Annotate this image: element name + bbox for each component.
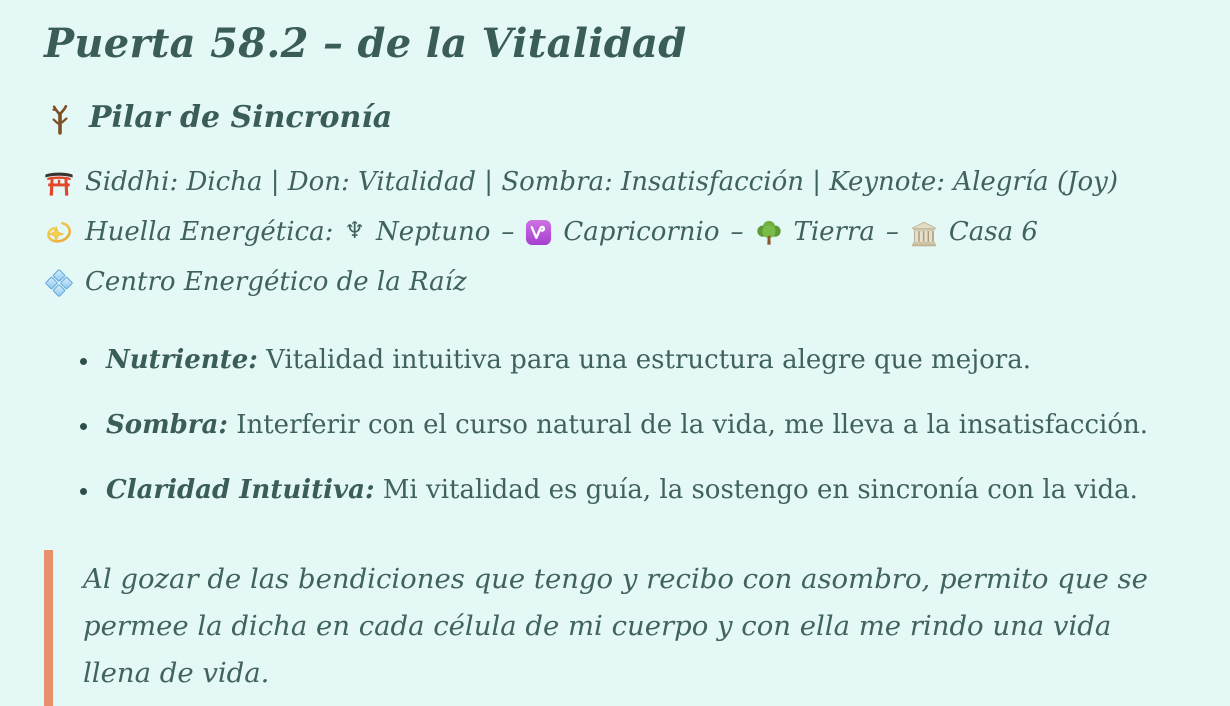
bullet-text: Vitalidad intuitiva para una estructura alegre que mejora. [266, 345, 1031, 376]
list-item-sombra [100, 409, 1186, 443]
separator-dash: – [885, 217, 899, 248]
capricorn-badge-icon [525, 219, 552, 246]
list-item-claridad [100, 474, 1186, 508]
separator-dash: – [501, 217, 515, 248]
planet-name: Neptuno [375, 217, 491, 248]
energy-center-text: Centro Energético de la Raíz [85, 267, 467, 298]
classical-building-icon [910, 219, 938, 247]
keynote-list [44, 344, 1186, 507]
bullet-text: Interferir con el curso natural de la vida, me lleva a la insatisfacción. [236, 410, 1148, 441]
deciduous-tree-icon [755, 219, 783, 247]
house-name: Casa 6 [948, 217, 1038, 248]
blue-diamond-icon [44, 268, 74, 298]
energetic-footprint-line [44, 215, 1186, 250]
bare-tree-icon [44, 101, 76, 135]
torii-gate-icon [44, 168, 74, 198]
affirmation-quote [44, 550, 1168, 706]
bullet-label: Claridad Intuitiva: [106, 474, 375, 505]
separator-dash: – [730, 217, 744, 248]
bullet-label: Sombra: [106, 410, 228, 441]
keynotes-line [44, 165, 1186, 200]
list-item-nutriente [100, 344, 1186, 378]
neptune-symbol: ♆ [344, 218, 365, 245]
zodiac-sign-name: Capricornio [563, 217, 720, 248]
section-heading [44, 100, 1186, 135]
keynotes-text: Siddhi: Dicha | Don: Vitalidad | Sombra: Insatisfacción | Keynote: Alegría (Joy) [85, 167, 1118, 197]
section-heading-text: Pilar de Sincronía [89, 100, 393, 135]
bullet-label: Nutriente: [106, 345, 258, 376]
bullet-text: Mi vitalidad es guía, la sostengo en sincronía con la vida. [382, 474, 1138, 505]
element-name: Tierra [793, 217, 875, 248]
page-title: Puerta 58.2 – de la Vitalidad [44, 20, 687, 67]
dizzy-icon [44, 218, 74, 248]
affirmation-text: Al gozar de las bendiciones que tengo y recibo con asombro, permito que se permee la dicha en cada célula de mi cuerpo y con ella me rindo una vida llena de vida. [83, 562, 1148, 690]
meta-block [44, 165, 1186, 300]
energy-center-line [44, 265, 1186, 300]
footprint-label: Huella Energética: [85, 217, 334, 248]
